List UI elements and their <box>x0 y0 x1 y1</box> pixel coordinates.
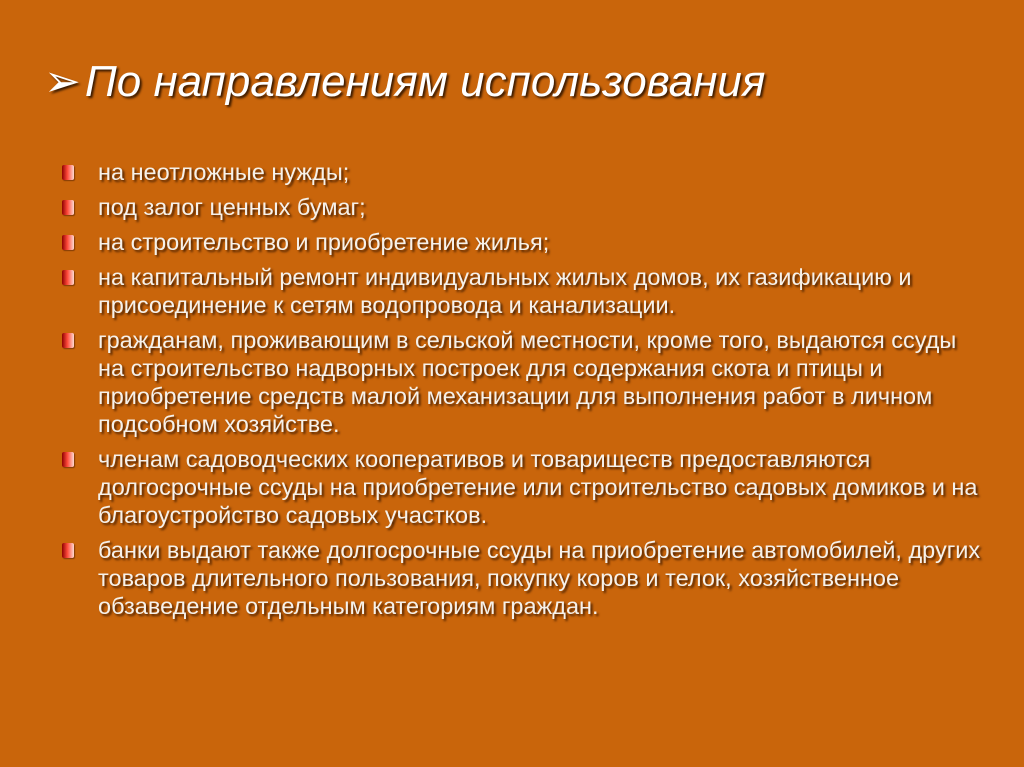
list-item <box>62 228 982 256</box>
red-square-bullet-icon <box>62 452 74 467</box>
list-item-text: гражданам, проживающим в сельской местности, кроме того, выдаются ссуды на строительство надворных построек для содержания скота и птицы и приобретение средств малой механизации для выполнения работ в личном подсобном хозяйстве. <box>98 327 957 437</box>
red-square-bullet-icon <box>62 270 74 285</box>
arrowhead-bullet-icon: ➢ <box>44 57 81 106</box>
red-square-bullet-icon <box>62 333 74 348</box>
list-item-text: на капитальный ремонт индивидуальных жилых домов, их газификацию и присоединение к сетям водопровода и канализации. <box>98 264 912 318</box>
bullet-list <box>62 158 982 627</box>
red-square-bullet-icon <box>62 543 74 558</box>
list-item-text: на неотложные нужды; <box>98 159 350 185</box>
list-item-text: на строительство и приобретение жилья; <box>98 229 550 255</box>
list-item <box>62 158 982 186</box>
list-item <box>62 193 982 221</box>
list-item <box>62 536 982 620</box>
red-square-bullet-icon <box>62 200 74 215</box>
slide-title <box>44 56 765 108</box>
list-item <box>62 263 982 319</box>
list-item <box>62 326 982 438</box>
list-item-text: под залог ценных бумаг; <box>98 194 366 220</box>
list-item <box>62 445 982 529</box>
list-item-text: банки выдают также долгосрочные ссуды на приобретение автомобилей, других товаров длительного пользования, покупку коров и телок, хозяйственное обзаведение отдельным категориям граждан. <box>98 537 981 619</box>
list-item-text: членам садоводческих кооперативов и товариществ предоставляются долгосрочные ссуды на приобретение или строительство садовых домиков и на благоустройство садовых участков. <box>98 446 978 528</box>
red-square-bullet-icon <box>62 235 74 250</box>
slide-title-text: По направлениям использования <box>84 57 766 106</box>
red-square-bullet-icon <box>62 165 74 180</box>
